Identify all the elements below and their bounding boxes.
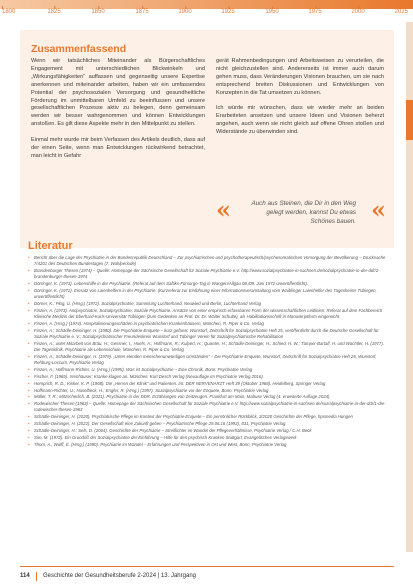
reference-item: • Dörringer, K. (1973). Lebenshilfe in der Psychiatrie. (Referat auf dem Saftiks-Fürsorge-Tag in Wangen/Allgäu 08./09. Juni 1972 unveröffentlicht).	[28, 281, 388, 287]
summary-paragraph: Ich würde mir wünschen, dass wir wieder mehr an beiden Erarbeiteten ansetzen und unsere Ideen und Visionen beherzt angehen, auch wenn sie nicht gleich auf offene Ohren stoßen und Widerstände zu überwinden sind.	[216, 105, 384, 136]
literature-title: Literatur	[28, 240, 73, 252]
reference-item: • Finzen, A.; Schädle-Deininger, H. (1980). Die Psychiatrie-Enquete – kurz gefasst. Wunstorf, Zeitschrift für Sozialpsychiatrie Heft 25, veröffentlicht durch die Deutsche Gesellschaft für Soziale Psychiatrie e. V.; Sozialpsychiatrischer Freundeskreis Wunstorf und Tübinger Verein für Sozialpsychiatrische Rehabilitation	[28, 328, 388, 340]
summary-paragraph: Wenn wir tatsächliches Miteinander als Bürgerschaftliches Engagement mit unterschiedlichen Blickwinkeln und „Wirkungsfähigkeiten“ auffassen und gegenseitig unsere Expertise anerkennen und miteinander arbeiten, haben wir ein umfassendes Potential der psychosozialen Versorgung und gesundheitliche Förderung im unmittelbaren Umfeld zu beeinflussen und unsere gesellschaftlichen Prozesse aktiv zu belegen, denn gemeinsam werden wir besser wahrgenommen und können Entwicklungen anstoßen. Es gilt diese Aspekte mehr in den Mittelpunkt zu stellen.	[31, 58, 205, 128]
page-footer	[0, 566, 413, 585]
reference-item: • Schädle-Deininger, H. (2022). Der Gesellschaft eine Zukunft geben – Psychiatrische Pflege 29.06.16 (1993), 831, Psychiatrie Verlag	[28, 421, 388, 427]
summary-paragraph: Einmal mehr wurde mir beim Verfassen des Artikels deutlich, dass auf der einen Seite, wenn man Entwicklungen rückwirkend betrachtet, man leicht in Gefahr	[31, 137, 205, 159]
timeline-year: 1850	[91, 9, 105, 15]
reference-item: • Brandenburger Thesen (1974) – Quelle: Homepage der Sächsische Gesellschaft für Soziale Psychiatrie e.V. http://www.sozialpsychiatrie-in-sachsen.de/sozialpsychiatrie-in-der-ddr/2-brandenburger-thesen-1974	[28, 268, 388, 280]
summary-box	[20, 30, 394, 248]
reference-item: • Finzen, A.; unter Mitarbeit von Bräu, H.; Gessner, I.; Hoefs, A.; Hoffmann, R.; Kulpert, H.; Quanter, H.; Schädle-Deininger, H.; Schied, H. W.; Tümper-Bartalf, H. und Wachtler, H. (1977). Die Tagesklinik, Psychiatrie als Lebensschule, München, R. Piper & Co. Verlag	[28, 341, 388, 353]
timeline-year: 1950	[265, 9, 279, 15]
pull-quote	[216, 197, 386, 227]
quote-close-icon: «	[371, 195, 386, 224]
summary-column-left	[31, 58, 205, 169]
timeline-year: 1900	[178, 9, 192, 15]
timeline-bar	[0, 0, 413, 9]
reference-item: • Dörner, K.; Plog, U. (Hrsg.) (1972). Sozialpsychiatrie, Sammlung Luchterhand, Neuwied und Berlin, Luchterhand Verlag	[28, 301, 388, 307]
timeline-year: 1925	[221, 9, 235, 15]
reference-item: • Hoffmann-Richter, U.; Haselbeck, H.; Engfer, R. (Hrsg.) (1997). Sozialpsychiatrie vor der Enquete, Bonn: Psychiatrie Verlag	[28, 388, 388, 394]
summary-column-right	[216, 58, 384, 145]
quote-text: Auch aus Steinen, die Dir in den Weg gelegt werden, kannst Du etwas Schönes bauen.	[251, 200, 356, 225]
reference-item: • Sim, M. (1972). Ein Grundriß der Sozialpsychiatrie der Einführung – Hilfe für den psychisch Kranken Stuttgart, Evangelisches Verlagswerk	[28, 435, 388, 441]
page-edge-marker	[406, 100, 413, 140]
reference-item: • Müller, T. R.; Mitzscherlich, B. (2021). Psychiatrie in der DDR. Erzählungen von Zeitzeugen. Frankfurt am Main, Mabuse Verlag (4. erweiterte Auflage 2024)	[28, 394, 388, 400]
reference-item: • Schädle-Deininger, H. (2020). Psychiatrische Pflege im Kontext der Psychiatrie-Enquete – Ein persönlicher Rückblick, 3/2020 Geschichte der Pflege, hpsmedia Hungen	[28, 414, 388, 420]
reference-item: • Fischer, F. (1969). Irrenhäuser: Kranke klagen an. München: Kurt Desch Verlag (Neuauflage im Psychiatrie Verlag 2016).	[28, 374, 388, 380]
page-number: 114	[20, 573, 30, 579]
quote-open-icon: «	[216, 195, 231, 224]
summary-title: Zusammenfassend	[31, 43, 127, 55]
reference-item: • Thom, A.; Wulff, E. (Hrsg.) (1990). Psychiatrie im Wandel – Erfahrungen und Perspektiven in Ost und West, Bonn, Psychiatrie Verlag	[28, 442, 388, 448]
reference-item: • Finzen, A.; Schädle-Deininger, H. (1979). „Unter elenden menschenunwürdigen Umständen“ – Die Psychiatrie-Enquete, Wunstorf, Zeitschrift für Sozialpsychiatrie Heft 25, Wunstorf, Rehburg-Loccum, Psychiatrie Verlag	[28, 354, 388, 366]
reference-item: • Bericht über die Lage der Psychiatrie in der Bundesrepublik Deutschland – Zur psychiatrischen und psychotherapeutisch/psychosomatischen Versorgung der Bevölkerung – Drucksache 7/4201 des Deutschen Bundestages (7. Wahlperiode)	[28, 255, 388, 267]
reference-item: • Finzen, A. (1973). Antipsychiatrie, Sozialpsychiatrie, Soziale Psychiatrie. Ansätze von einer empirisch erfassbaren Form der wissenschaftlichen Leitlinien. Referat auf dem Fachbereich Klinische Medizin der Eberhard-Karls-Universität Tübingen (zum Gedenken an Prof. Dr. Dr. Walter Schulte), als Habilitationsschrift in Manuskriptform eingereicht.	[28, 308, 388, 320]
reference-item: • Hemprich, R. D.; Kisker, K. P. (1968). Die „Herren der Klinik“ und Patienten. Im: DER NERVENARZT Heft 39 (Oktober 1968), Heidelberg, Springer Verlag	[28, 381, 388, 387]
timeline-year: 1825	[47, 9, 61, 15]
timeline-year: 2025	[394, 9, 408, 15]
timeline-year: 2000	[351, 9, 365, 15]
timeline-year: 1975	[308, 9, 322, 15]
journal-title: Geschichte der Gesundheitsberufe 2-2024 | 13. Jahrgang	[43, 573, 196, 579]
reference-item: • Dörringer, K. (1972). Einsatz von Laienhelfern in der Psychiatrie. (Kurzreferat zur Einführung einer Informationsveranstaltung vom Waiblinger Laienhelfer des Tagesheims Tübingen, unveröffentlicht)	[28, 288, 388, 300]
reference-item: • Schädle-Deininger, H.; Sels, D. (2004). Geschichte der Psychiatrie – Streiflichter im Wandel der Pflegeverhältnisse, Psychiatrie Verlag / C.H. Beck	[28, 428, 388, 434]
timeline-header	[0, 0, 413, 22]
reference-item: • Rodewischer Thesen (1963) – Quelle: Homepage der Sächsischen Gesellschaft für Soziale Psychiatrie e.V. http://www.sozialpsychiatrie-in-sachsen.de/sozialpsychiatrie-in-der-ddr/1-die-rodewischer-thesen-1963	[28, 401, 388, 413]
footer-divider	[36, 572, 37, 581]
timeline-year: 1875	[135, 9, 149, 15]
timeline-year: 1800	[2, 9, 16, 15]
reference-item: • Finzen, A.; Hoffmann-Richter, U. (Hrsg.) (1995). Was ist Sozialpsychiatrie – Eine Chronik, Bonn: Psychiatrie Verlag	[28, 367, 388, 373]
summary-paragraph: gerät Rahmenbedingungen und Arbeitsweisen zu verurteilen, die nicht gleichzustellen sind. Andererseits ist immer auch darum gehen muss, dass Veränderungen Visionen brauchen, um sie nach entsprechend breiten Diskussionen und Entwicklungen von Konzepten in die Tat umsetzen zu können.	[216, 58, 384, 96]
footer-rule	[20, 566, 394, 567]
reference-list	[28, 255, 388, 449]
reference-item: • Finzen, A. (Hrsg.) (1974). Hospitalisierungsschäden in psychiatrischen Krankenhäusern, München, R. Piper & Co. Verlag	[28, 321, 388, 327]
